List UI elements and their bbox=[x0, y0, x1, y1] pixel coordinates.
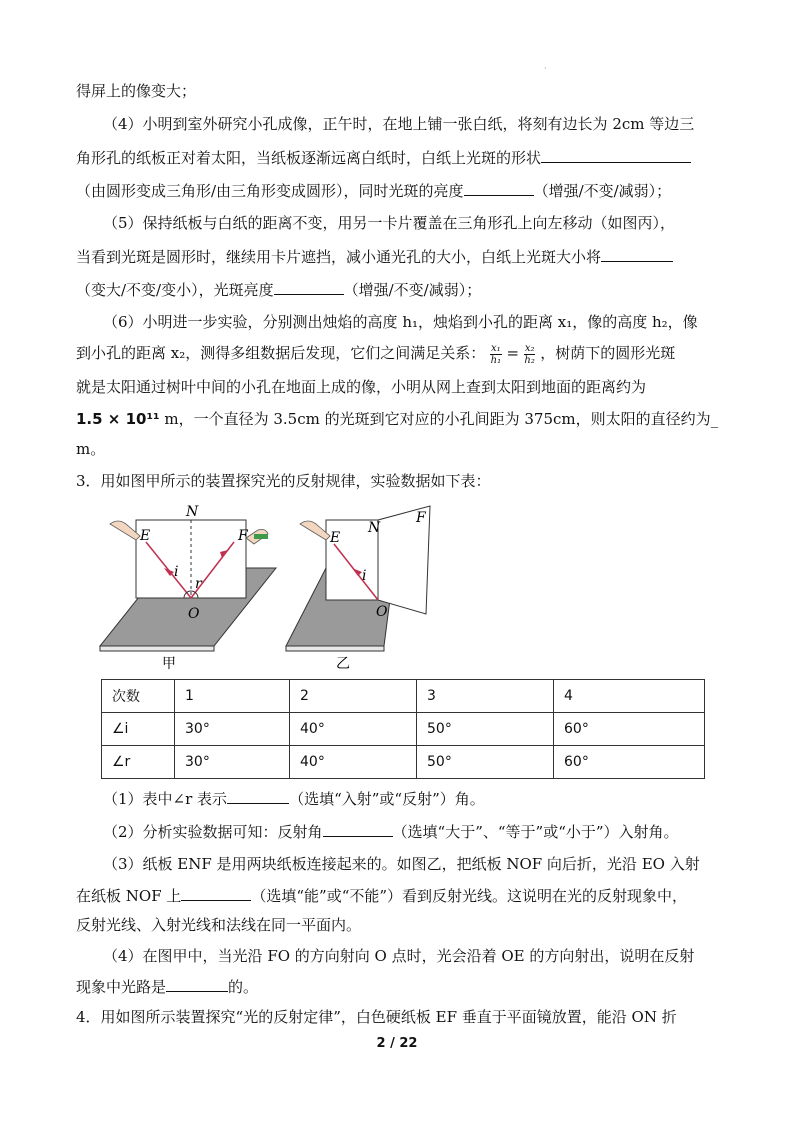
q2-p4-line-c bbox=[76, 179, 671, 202]
q2-p5-line-a: （5）保持纸板与白纸的距离不变，用另一卡片覆盖在三角形孔上向左移动（如图丙）， bbox=[103, 214, 676, 232]
q2-p5-text-c1: （变大/不变/变小），光斑亮度 bbox=[76, 281, 274, 299]
mirror-edge-jia bbox=[100, 646, 214, 651]
answer-blank-spot-size[interactable] bbox=[601, 245, 673, 262]
q2-p4-text-c1: （由圆形变成三角形/由三角形变成圆形），同时光斑的亮度 bbox=[76, 182, 464, 200]
q2-p4-line-b bbox=[76, 146, 691, 169]
table-cell: 2 bbox=[290, 680, 417, 713]
label-E-jia: E bbox=[140, 528, 151, 544]
label-E-yi: E bbox=[330, 530, 341, 546]
table-cell: 3 bbox=[417, 680, 554, 713]
q2-p5-line-b bbox=[76, 245, 673, 268]
q3-s3-text-b2: （选填“能”或“不能”）看到反射光线。这说明在光的反射现象中， bbox=[251, 887, 688, 905]
fraction-x2-h2: $\frac{\text{x₂}}{\text{h₂}}$ bbox=[524, 342, 535, 366]
answer-blank-spot-brightness[interactable] bbox=[274, 278, 344, 295]
q3-s1-text-b: （选填“入射”或“反射”）角。 bbox=[289, 790, 485, 808]
q2-p6-line-d bbox=[76, 408, 718, 430]
q2-p6-text-b1: 到小孔的距离 x₂，测得多组数据后发现，它们之间满足关系： bbox=[76, 344, 486, 362]
q3-s2-text-b: （选填“大于”、“等于”或“小于”）入射角。 bbox=[392, 823, 679, 841]
label-O-yi: O bbox=[376, 604, 388, 620]
table-cell: 40° bbox=[290, 713, 417, 746]
q2-p6-line-c: 就是太阳通过树叶中间的小孔在地面上成的像，小明从网上查到太阳到地面的距离约为 bbox=[76, 378, 647, 396]
answer-blank-compare[interactable] bbox=[323, 820, 393, 837]
q3-s3-text-b1: 在纸板 NOF 上 bbox=[76, 887, 182, 905]
q3-s1-text-a: （1）表中∠r 表示 bbox=[103, 790, 228, 808]
table-cell: 4 bbox=[554, 680, 705, 713]
q2-p6-text-b2: ，树荫下的圆形光斑 bbox=[540, 344, 676, 362]
answer-blank-brightness[interactable] bbox=[464, 179, 534, 196]
label-i-yi: i bbox=[362, 568, 367, 584]
q3-s3-line-b bbox=[76, 884, 687, 907]
table-cell: 30° bbox=[175, 713, 290, 746]
q2-p4-text-b: 角形孔的纸板正对着太阳，当纸板逐渐远离白纸时，白纸上光斑的形状 bbox=[76, 149, 542, 167]
reflection-data-table bbox=[101, 679, 705, 779]
q3-s3-line-a: （3）纸板 ENF 是用两块纸板连接起来的。如图乙，把纸板 NOF 向后折，光沿 EO 入射 bbox=[103, 855, 700, 873]
label-N-yi: N bbox=[368, 520, 381, 536]
q3-s1-line bbox=[103, 787, 485, 810]
label-i-jia: i bbox=[174, 564, 179, 580]
figure-label-jia: 甲 bbox=[162, 656, 176, 672]
q2-p6-line-b bbox=[76, 342, 675, 366]
q3-s4-line-a: （4）在图甲中，当光沿 FO 的方向射向 O 点时，光会沿着 OE 的方向射出，说明在反射 bbox=[103, 947, 695, 965]
mirror-edge-yi bbox=[286, 646, 384, 651]
table-cell: 1 bbox=[175, 680, 290, 713]
table-cell: 次数 bbox=[102, 680, 175, 713]
table-row bbox=[102, 746, 705, 779]
q2-line-1: 得屏上的像变大； bbox=[76, 82, 197, 100]
q2-p5-text-b: 当看到光斑是圆形时，继续用卡片遮挡，减小通光孔的大小，白纸上光斑大小将 bbox=[76, 248, 602, 266]
q4-title: 4．用如图所示装置探究“光的反射定律”，白色硬纸板 EF 垂直于平面镜放置，能沿 ON 折 bbox=[76, 1008, 677, 1026]
label-F-yi: F bbox=[416, 510, 426, 526]
label-r-jia: r bbox=[195, 576, 202, 592]
q3-s2-text-a: （2）分析实验数据可知：反射角 bbox=[103, 823, 323, 841]
table-cell: 50° bbox=[417, 746, 554, 779]
table-cell: 40° bbox=[290, 746, 417, 779]
q2-p4-text-c2: （增强/不变/减弱）； bbox=[533, 182, 672, 200]
q2-p5-text-c2: （增强/不变/减弱）； bbox=[343, 281, 482, 299]
table-row bbox=[102, 680, 705, 713]
laser-pointer-icon bbox=[254, 534, 268, 539]
sun-distance-formula: 1.5 × 10¹¹ bbox=[76, 410, 160, 428]
label-N-jia: N bbox=[186, 504, 199, 520]
table-cell: 60° bbox=[554, 713, 705, 746]
table-cell: 30° bbox=[175, 746, 290, 779]
q3-title: 3．用如图甲所示的装置探究光的反射规律，实验数据如下表： bbox=[76, 472, 491, 490]
fraction-x1-h1: $\frac{\text{x₁}}{\text{h₁}}$ bbox=[490, 342, 502, 366]
answer-blank-can-see[interactable] bbox=[181, 884, 251, 901]
label-O-jia: O bbox=[188, 606, 200, 622]
table-row bbox=[102, 713, 705, 746]
q2-p6-line-a: （6）小明进一步实验，分别测出烛焰的高度 h₁，烛焰到小孔的距离 x₁，像的高度 h₂，像 bbox=[103, 313, 698, 331]
q3-s3-line-c: 反射光线、入射光线和法线在同一平面内。 bbox=[76, 916, 362, 934]
q3-s2-line bbox=[103, 820, 679, 843]
label-F-jia: F bbox=[238, 528, 248, 544]
table-cell: 50° bbox=[417, 713, 554, 746]
table-cell: 60° bbox=[554, 746, 705, 779]
q3-s4-text-b2: 的。 bbox=[228, 978, 259, 996]
answer-blank-reversible[interactable] bbox=[166, 975, 228, 992]
table-cell: ∠r bbox=[102, 746, 175, 779]
q2-p4-line-a: （4）小明到室外研究小孔成像，正午时，在地上铺一张白纸，将刻有边长为 2cm 等边三 bbox=[103, 115, 695, 133]
q2-p5-line-c bbox=[76, 278, 481, 301]
figure-label-yi: 乙 bbox=[336, 656, 350, 672]
answer-blank-shape[interactable] bbox=[541, 146, 691, 163]
reflection-apparatus-figure bbox=[96, 498, 426, 676]
page-number: 2 / 22 bbox=[376, 1036, 418, 1051]
table-cell: ∠i bbox=[102, 713, 175, 746]
q2-p6-line-e: m。 bbox=[76, 440, 106, 458]
q3-s4-line-b bbox=[76, 975, 258, 998]
q2-p6-text-d: m，一个直径为 3.5cm 的光斑到它对应的小孔间距为 375cm，则太阳的直径约为_ bbox=[159, 410, 719, 428]
reflection-diagram bbox=[96, 498, 426, 676]
corner-mark: · bbox=[544, 64, 547, 73]
fraction-equals: = bbox=[506, 344, 520, 362]
q3-s4-text-b1: 现象中光路是 bbox=[76, 978, 167, 996]
answer-blank-angle-type[interactable] bbox=[227, 787, 289, 804]
